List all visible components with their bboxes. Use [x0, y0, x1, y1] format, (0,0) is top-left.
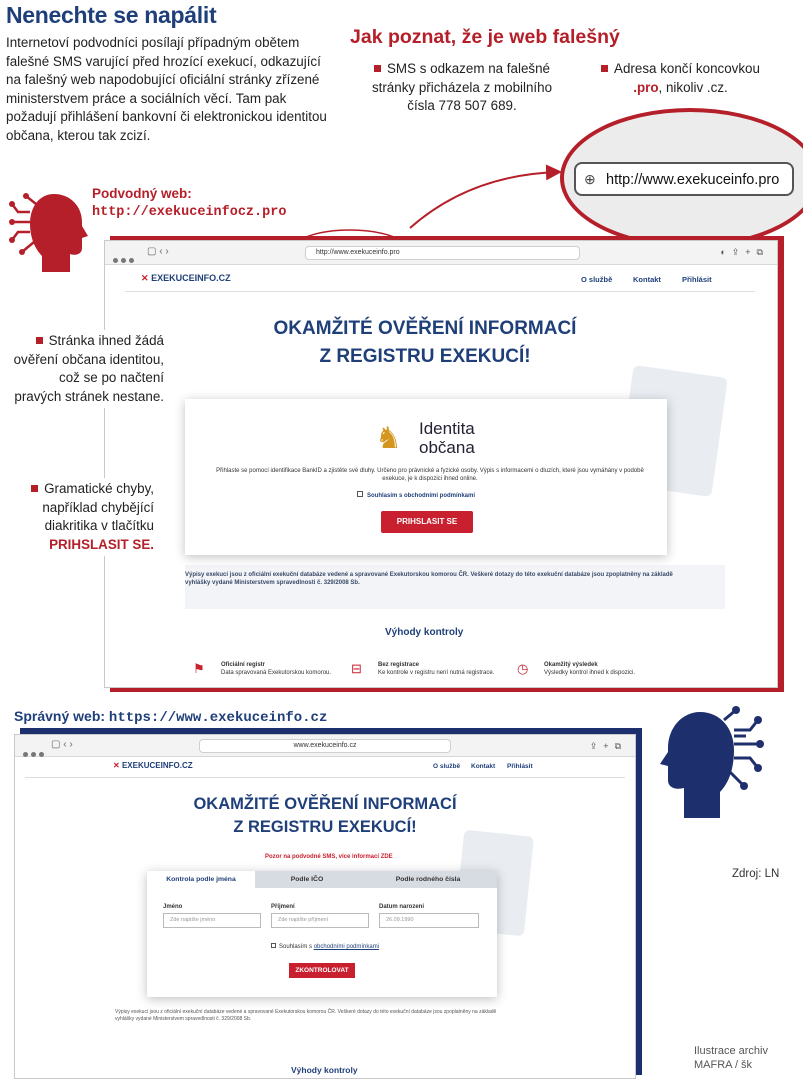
fake-address-text: http://www.exekuceinfo.pro [316, 249, 400, 256]
nav-prihlasit[interactable]: Přihlásit [507, 763, 533, 770]
source-text: Zdroj: LN [732, 868, 780, 880]
nav-kontakt[interactable]: Kontakt [471, 763, 496, 770]
surname-input[interactable]: Zde napište příjmení [271, 913, 369, 928]
real-site-logo[interactable] [113, 761, 193, 770]
identity-card [185, 399, 667, 555]
nav-arrows-icon[interactable]: ▢ ‹ › [147, 246, 169, 257]
annotation-grammar-highlight: PRIHSLASIT SE. [49, 536, 154, 552]
tab-by-birth-number[interactable]: Podle rodného čísla [359, 871, 497, 888]
identity-card-text: Přihlaste se pomocí identifikace BankID a zjistěte své dluhy. Určeno pro právnické a fyzické osoby. Výpis s informacemi o dluzích, které jsou vymáhány v podobě exekuce, je k dispozici ihned online. [216, 468, 644, 482]
clue-domain-text: Adresa končí koncovkou [614, 61, 760, 76]
real-search-card [147, 871, 497, 997]
intro-text: Internetoví podvodníci posílají případným obětem falešné SMS varující před hrozící exekucí, odkazující na falešný web napodobující oficiální stránky zřízené ministerstvem práce a sociálních věcí. Tam pak požadují přihlášení bankovní či elektronickou identitou občana, kterou tak zcizí. [6, 35, 327, 143]
fake-address-bar[interactable] [305, 246, 580, 260]
field-label-surname: Příjmení [271, 904, 295, 910]
lock-icon: ⊟ [351, 661, 362, 676]
nav-arrows-icon[interactable]: ▢ ‹ › [51, 739, 73, 750]
annotation-identity-text: Stránka ihned žádá ověření občana identitou, což se po načtení pravých stránek nestane. [13, 333, 164, 404]
field-label-first-name: Jméno [163, 904, 183, 910]
benefit-2 [378, 661, 494, 677]
benefits-title: Výhody kontroly [385, 627, 464, 638]
nav-divider [25, 777, 625, 778]
how-to-spot-title: Jak poznat, že je web falešný [350, 26, 620, 48]
lion-emblem-icon: ♞ [375, 422, 402, 455]
bullet-icon [31, 485, 38, 492]
consent-checkbox[interactable] [357, 491, 363, 497]
arrow-to-zoom [410, 172, 558, 228]
clue-domain-highlight: .pro [633, 79, 659, 95]
real-label: Správný web: [14, 708, 106, 724]
fake-browser-toolbar [105, 241, 777, 265]
consent-row[interactable] [357, 491, 475, 500]
benefits-title: Výhody kontroly [291, 1065, 358, 1075]
fake-label: Podvodný web: [92, 186, 192, 201]
window-controls[interactable] [113, 250, 137, 268]
real-address-text: www.exekuceinfo.cz [293, 742, 357, 749]
real-url: https://www.exekuceinfo.cz [108, 710, 328, 726]
real-browser-toolbar [15, 735, 635, 757]
hero-line-1: OKAMŽITÉ OVĚŘENÍ INFORMACÍ [193, 795, 457, 813]
nav-o-sluzbe[interactable]: O službě [581, 275, 613, 284]
logo-text: EXEKUCEINFO.CZ [121, 761, 193, 770]
consent-row[interactable] [271, 943, 379, 951]
window-controls[interactable] [23, 744, 47, 762]
first-name-input[interactable]: Zde napište jméno [163, 913, 261, 928]
fake-login-button[interactable]: PRIHSLASIT SE [381, 511, 473, 533]
stamp-icon: ⚑ [193, 661, 205, 676]
fake-browser-window [104, 240, 778, 688]
real-browser-window [14, 734, 636, 1079]
annotation-grammar-text: Gramatické chyby, například chybějící diakritika v tlačítku [42, 481, 154, 533]
nav-divider [125, 291, 755, 292]
x-logo-icon: ✕ [141, 273, 149, 283]
real-address-bar[interactable] [199, 739, 451, 753]
real-label-row [14, 708, 327, 726]
nav-o-sluzbe[interactable]: O službě [433, 763, 461, 770]
annotation-identity [8, 330, 168, 408]
consent-label: Souhlasím s [279, 944, 313, 950]
benefit-1 [221, 661, 331, 677]
hero-line-1: OKAMŽITÉ OVĚŘENÍ INFORMACÍ [273, 318, 577, 339]
tab-by-name[interactable]: Kontrola podle jména [147, 871, 255, 888]
headline: Nenechte se napálit [6, 2, 217, 28]
nav-kontakt[interactable]: Kontakt [633, 275, 661, 284]
sms-warning[interactable]: Pozor na podvodné SMS, více informací ZDE [265, 854, 393, 860]
identity-title [419, 419, 475, 457]
consent-checkbox[interactable] [271, 943, 276, 948]
benefit-2-text: Ke kontrole v registru není nutná registrace. [378, 670, 495, 676]
credit-text [694, 1044, 768, 1072]
toolbar-icons[interactable]: ◐⇪+⧉ [720, 247, 769, 257]
check-button[interactable]: ZKONTROLOVAT [289, 963, 355, 978]
credit-line-2: MAFRA / šk [694, 1059, 753, 1071]
fake-site-logo[interactable] [141, 273, 231, 284]
annotation-grammar [8, 478, 158, 556]
clue-domain-suffix: , nikoliv .cz. [658, 79, 728, 95]
terms-link[interactable]: obchodními podmínkami [313, 944, 380, 950]
benefit-1-title: Oficiální registr [221, 662, 266, 668]
consent-label: Souhlasím s obchodními podmínkami [367, 493, 476, 499]
hero-line-2: Z REGISTRU EXEKUCÍ! [319, 346, 531, 367]
benefit-3-title: Okamžitý výsledek [544, 662, 598, 668]
fake-url: http://exekuceinfocz.pro [92, 205, 287, 220]
nav-prihlasit[interactable]: Přihlásit [682, 275, 712, 284]
zoom-url-text: http://www.exekuceinfo.pro [606, 172, 780, 188]
real-hero-title [135, 793, 515, 839]
hero-line-2: Z REGISTRU EXEKUCÍ! [233, 818, 417, 836]
globe-icon: ⊕ [584, 171, 596, 187]
real-footer-text: Výpisy exekucí jsou z oficiální exekuční databáze vedené a spravované Exekutorskou komorou ČR. Veškeré dotazy do této exekuční databáze jsou zpoplatněny na základě vyhlášky vydané Ministerstvem spravedlnosti č. 329/2008 Sb. [115, 1009, 497, 1022]
benefit-2-title: Bez registrace [378, 662, 420, 668]
identity-title-2: občana [419, 438, 475, 457]
x-logo-icon: ✕ [113, 761, 120, 770]
birthdate-input[interactable]: 26.09.1990 [379, 913, 479, 928]
toolbar-icons[interactable]: ⇪+⧉ [589, 741, 627, 751]
field-label-birthdate: Datum narození [379, 904, 425, 910]
ai-head-icon-navy [660, 706, 772, 824]
benefit-3-text: Výsledky kontrol ihned k dispozici. [544, 670, 636, 676]
ai-head-icon [8, 190, 88, 276]
timer-icon: ◷ [517, 661, 529, 676]
benefit-1-text: Data spravovaná Exekutorskou komorou. [221, 670, 332, 676]
clue-sms-text: SMS s odkazem na falešné stránky přicházela z mobilního čísla 778 507 689. [371, 61, 553, 113]
fake-footer-text: Výpisy exekucí jsou z oficiální exekuční databáze vedené a spravované Exekutorskou komorou ČR. Veškeré dotazy do této exekuční databáze jsou zpoplatněny na základě vyhlášky vydané Ministerstvem spravedlnosti č. 329/2008 Sb. [185, 572, 673, 586]
fake-hero-title [205, 315, 645, 371]
identity-title-1: Identita [419, 419, 475, 438]
tab-by-ico[interactable]: Podle IČO [255, 871, 359, 888]
credit-line-1: Ilustrace archiv [694, 1045, 768, 1057]
logo-text: EXEKUCEINFO.CZ [151, 273, 231, 283]
bullet-icon [36, 337, 43, 344]
benefit-3 [544, 661, 635, 677]
